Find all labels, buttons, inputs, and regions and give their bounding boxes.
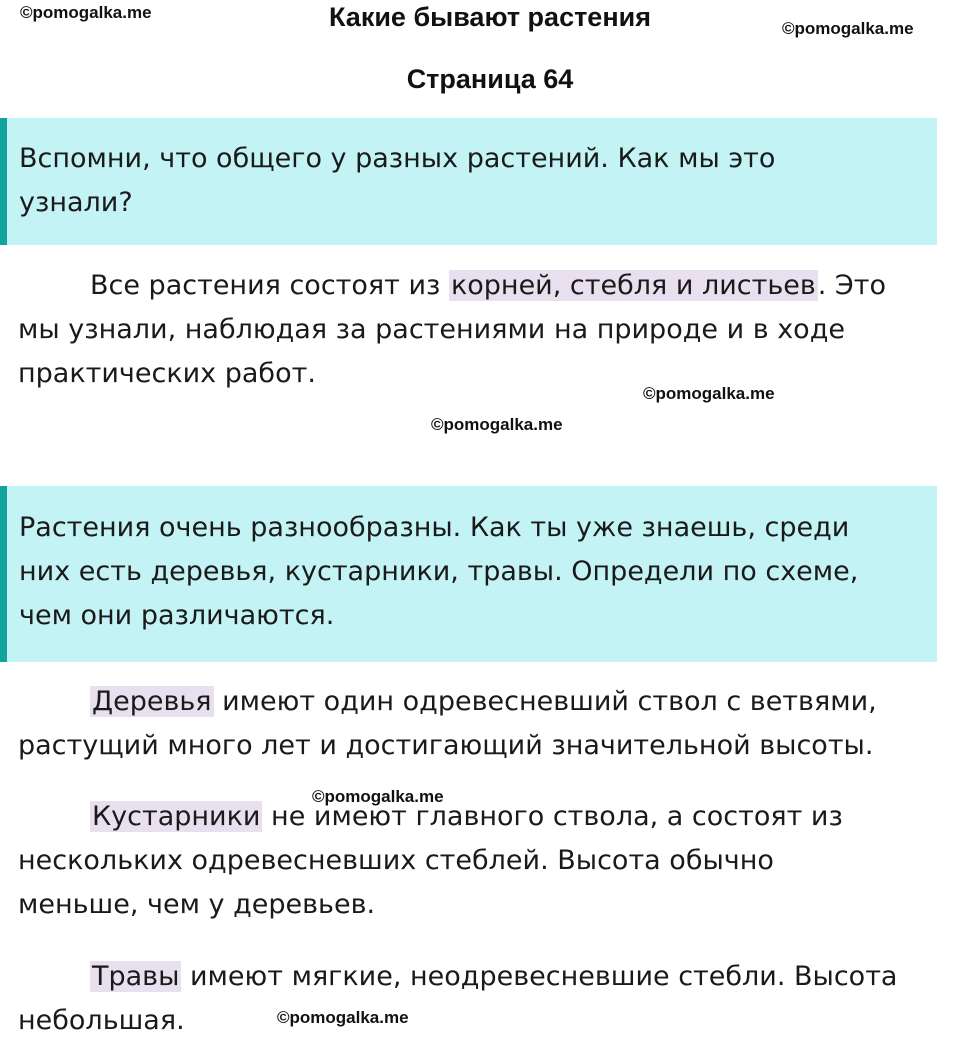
watermark: ©pomogalka.me	[782, 19, 914, 38]
answer-1	[18, 264, 958, 396]
question-box-2	[0, 486, 937, 662]
highlight-trees: Деревья	[92, 686, 212, 717]
answer-1-line-3: практических работ.	[18, 358, 316, 389]
watermark: ©pomogalka.me	[643, 384, 775, 403]
question-box-1	[0, 118, 937, 245]
grasses-line-2: небольшая.	[18, 1005, 185, 1036]
shrubs-line-2: нескольких одревесневших стеблей. Высота обычно	[18, 845, 774, 876]
highlight-grasses: Травы	[92, 961, 180, 992]
highlight-plant-parts: корней, стебля и листьев	[450, 270, 816, 301]
page-title: Какие бывают растения	[329, 2, 651, 32]
watermark: ©pomogalka.me	[277, 1008, 409, 1027]
answer-grasses	[18, 955, 958, 1043]
trees-line-1: Деревья имеют один одревесневший ствол с ветвями,	[92, 686, 877, 717]
answer-shrubs	[18, 795, 958, 927]
shrubs-line-1: Кустарники не имеют главного ствола, а состоят из	[92, 801, 843, 832]
question-2-line-1: Растения очень разнообразны. Как ты уже знаешь, среди	[19, 512, 850, 543]
answer-1-line-2: мы узнали, наблюдая за растениями на природе и в ходе	[18, 314, 845, 345]
watermark: ©pomogalka.me	[312, 787, 444, 806]
question-1-line-1: Вспомни, что общего у разных растений. Как мы это	[19, 143, 776, 174]
question-1-line-2: узнали?	[19, 187, 133, 218]
grasses-line-1: Травы имеют мягкие, неодревесневшие стебли. Высота	[92, 961, 898, 992]
answer-1-line-1: Все растения состоят из корней, стебля и листьев. Это	[90, 270, 887, 301]
watermark: ©pomogalka.me	[431, 415, 563, 434]
page-number: Страница 64	[406, 64, 574, 94]
answer-trees	[18, 680, 958, 768]
watermark: ©pomogalka.me	[20, 3, 152, 22]
highlight-shrubs: Кустарники	[92, 801, 261, 832]
trees-line-2: растущий много лет и достигающий значительной высоты.	[18, 730, 874, 761]
shrubs-line-3: меньше, чем у деревьев.	[18, 889, 376, 920]
question-2-line-2: них есть деревья, кустарники, травы. Определи по схеме,	[19, 556, 859, 587]
question-2-line-3: чем они различаются.	[19, 600, 335, 631]
